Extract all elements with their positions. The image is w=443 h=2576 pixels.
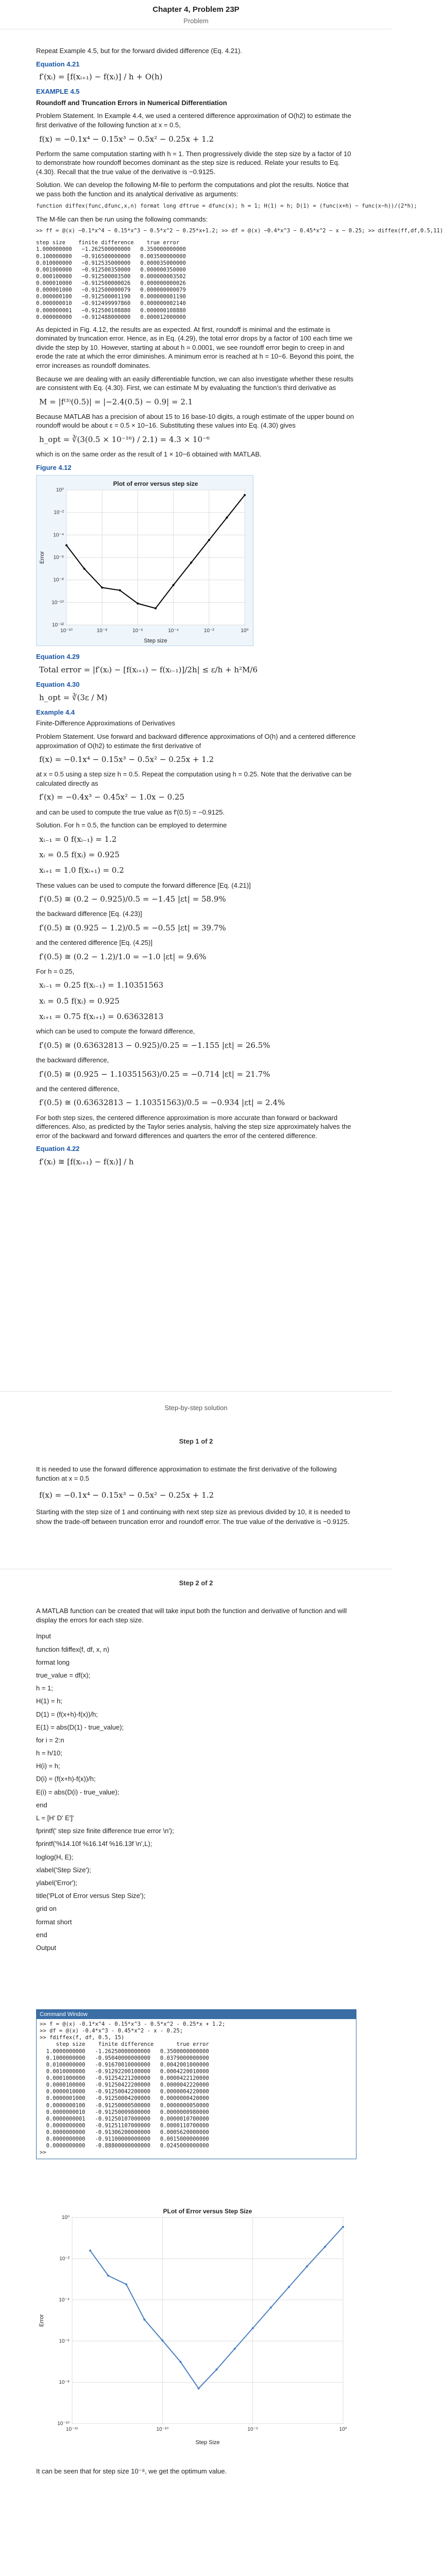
y-tick-label: 10⁻⁸ [59, 2380, 70, 2385]
function-formula: f(x) = −0.1x⁴ − 0.15x³ − 0.5x² − 0.25x + 1.2 [39, 1490, 214, 1500]
plot-area [72, 2217, 343, 2424]
paragraph: These values can be used to compute the forward difference [Eq. (4.21)] [36, 881, 251, 889]
paragraph: and can be used to compute the true value as f′(0.5) = −0.9125. [36, 808, 225, 816]
x-tick-label: 10⁻² [203, 628, 214, 634]
code-line: true_value = df(x); [36, 1671, 91, 1679]
problem-intro: Repeat Example 4.5, but for the forward divided difference (Eq. 4.21). [36, 47, 243, 55]
x-axis-label: Step Size [195, 2439, 220, 2446]
m-equation: M = |f⁽³⁾(0.5)| = |−2.4(0.5) − 0.9| = 2.1 [39, 397, 193, 406]
x-tick-label: 10⁰ [339, 2427, 347, 2432]
x-tick-label: 10⁻¹⁵ [66, 2427, 78, 2432]
function-formula: f(x) = −0.1x⁴ − 0.15x³ − 0.5x² − 0.25x + 1.2 [39, 755, 214, 765]
code-line: h = 1; [36, 1684, 53, 1692]
data-point [244, 494, 246, 496]
code-line: D(i) = (f(x+h)-f(x))/h; [36, 1775, 96, 1783]
output-line: 0.0000000000 -0.91251107000000 0.0000110700000 [40, 2122, 209, 2129]
table-row: 0.001000000 −0.912500350000 0.000000350000 [36, 266, 186, 273]
conclusion-text: It can be seen that for step size 10⁻⁸, we get the optimum value. [36, 2467, 227, 2475]
data-point [190, 562, 192, 564]
y-tick-label: 10⁻¹⁰ [52, 600, 64, 606]
paragraph: For h = 0.25, [36, 967, 75, 975]
table-row: 0.000000010 −0.912499997860 0.000000002140 [36, 300, 186, 307]
output-line: 0.0000000100 -0.91250000500000 0.0000000050000 [40, 2102, 209, 2109]
paragraph: which is on the same order as the result of 1 × 10−6 obtained with MATLAB. [36, 450, 262, 459]
data-point [107, 2275, 109, 2277]
x-tick-label: 10⁻⁶ [132, 628, 143, 634]
code-line: xlabel('Step Size'); [36, 1866, 91, 1874]
value-line: xᵢ = 0.5 f(xᵢ) = 0.925 [39, 996, 120, 1006]
code-line: grid on [36, 1905, 57, 1913]
page-header [0, 0, 392, 29]
data-point [252, 2327, 254, 2329]
value-line: xᵢ₋₁ = 0 f(xᵢ₋₁) = 1.2 [39, 834, 117, 844]
code-line: for i = 2:n [36, 1736, 64, 1744]
x-axis-label: Step size [144, 638, 167, 645]
matlab-plot [36, 2200, 356, 2450]
paragraph: the backward difference, [36, 1056, 109, 1064]
backward-diff: f′(0.5) ≅ (0.925 − 1.2)/0.5 = −0.55 |εt| = 39.7% [39, 923, 226, 933]
example-label: EXAMPLE 4.5 [36, 88, 80, 96]
data-point [137, 603, 139, 605]
x-tick-label: 10⁻¹⁰ [156, 2427, 169, 2432]
table-header: step size finite difference true error [36, 240, 180, 246]
output-line: 0.0000100000 -0.91250422200000 0.0000042220000 [40, 2082, 209, 2089]
table-row: 0.000010000 −0.912500000026 0.000000000026 [36, 280, 186, 287]
chart-title: Plot of error versus step size [113, 480, 198, 488]
error-plot-chart [37, 476, 253, 646]
output-line: 0.1000000000 -0.95040000000000 0.0379000000000 [40, 2055, 209, 2061]
code-line: fprintf('%14.10f %16.14f %16.13f \n',L); [36, 1840, 152, 1848]
y-tick-label: 10⁻² [54, 510, 64, 516]
output-line: >> df = @(x) -0.4*x^3 - 0.45*x^2 - x - 0.25; [40, 2028, 183, 2035]
results-table [36, 246, 356, 320]
step-label: Step 2 of 2 [179, 1579, 213, 1587]
y-tick-label: 10⁰ [61, 2215, 70, 2221]
equation-label: Equation 4.30 [36, 681, 80, 689]
output-line: step size finite difference true error [40, 2041, 209, 2048]
step-label: Step 1 of 2 [179, 1437, 213, 1445]
table-row: 0.010000000 −0.912535000000 0.000035000000 [36, 260, 186, 266]
paragraph: It is needed to use the forward difference approximation to estimate the first derivative of the following function at x = 0.5 [36, 1465, 337, 1483]
paragraph: at x = 0.5 using a step size h = 0.5. Repeat the computation using h = 0.25. Note that the derivative can be calculated directly as [36, 770, 352, 787]
y-tick-label: 10⁻⁴ [59, 2297, 70, 2303]
hopt-equation: h_opt = ∛(3(0.5 × 10⁻¹⁶) / 2.1) = 4.3 × 10⁻⁶ [39, 434, 210, 444]
data-point [288, 2286, 290, 2288]
command-window-frame [36, 2009, 356, 2159]
y-tick-label: 10⁰ [56, 487, 64, 494]
equation: f′(xᵢ) ≅ [f(xᵢ₊₁) − f(xᵢ)] / h [39, 1157, 134, 1166]
y-tick-label: 10⁻² [59, 2256, 70, 2262]
table-row: 0.000000001 −0.912500108880 0.000000108880 [36, 307, 186, 314]
paragraph: which can be used to compute the forward difference, [36, 1027, 195, 1036]
equation-label: Equation 4.22 [36, 1145, 80, 1153]
code-line: end [36, 1930, 47, 1939]
matlab-error-plot [36, 2200, 355, 2447]
value-line: xᵢ₊₁ = 0.75 f(xᵢ₊₁) = 0.63632813 [39, 1011, 164, 1021]
paragraph: For both step sizes, the centered difference approximation is more accurate than forward or backward differences. Also, as predicted by the Taylor series analysis, halving the step size approximately halves the error of the backward and forward differences and quarters the error of the centered difference. [36, 1113, 351, 1140]
command-window [36, 2009, 356, 2159]
table-row: 1.000000000 −1.262500000000 0.350000000000 [36, 246, 186, 253]
data-point [324, 2246, 326, 2248]
code-line: format long [36, 1658, 70, 1666]
equation-label: Equation 4.21 [36, 60, 80, 68]
y-axis-label: Error [39, 551, 45, 564]
centered-diff: f′(0.5) ≅ (0.63632813 − 1.10351563)/0.5 = −0.934 |εt| = 2.4% [39, 1098, 285, 1108]
data-point [198, 2387, 200, 2389]
question-content [36, 46, 443, 1376]
divider [0, 1391, 392, 1392]
output-line: 1.0000000000 -1.26250000000000 0.3500000000000 [40, 2048, 209, 2055]
code-line: function fdiffex(f, df, x, n) [36, 1645, 110, 1653]
output-line: 0.0000001000 -0.91250004200000 0.0000000420000 [40, 2095, 209, 2102]
centered-diff: f′(0.5) ≅ (0.2 − 1.2)/1.0 = −1.0 |εt| = 9.6% [39, 952, 207, 961]
x-tick-label: 10⁻¹⁰ [60, 628, 73, 634]
code-line: h = h/10; [36, 1749, 62, 1757]
code-line: L = [H' D' E']' [36, 1814, 74, 1822]
y-tick-label: 10⁻⁴ [53, 532, 64, 538]
equation: h_opt = ∛(3ε / M) [39, 692, 108, 702]
paragraph: the backward difference [Eq. (4.23)] [36, 910, 142, 918]
output-line: 0.0000000010 -0.91250009800000 0.0000000980000 [40, 2109, 209, 2115]
paragraph: The M-file can then be run using the following commands: [36, 215, 208, 223]
command-output [37, 2019, 356, 2159]
solution-heading: Step-by-step solution [164, 1404, 228, 1412]
paragraph: Because we are dealing with an easily differentiable function, we can also investigate whether these results are consistent with Eq. (4.30). First, we can estimate M by evaluating the function’s third derivative as [36, 375, 354, 392]
table-row: 0.000000000 −0.912488000000 0.000012000000 [36, 314, 186, 320]
code-block: function diffex(func,dfunc,x,n) format long dftrue = dfunc(x); h = 1; H(1) = h; D(1) = (func(x+h) − func(x−h))/(2*h); [36, 202, 417, 209]
data-point [216, 2368, 218, 2370]
output-line: >> f = @(x) -0.1*x^4 - 0.15*x^3 - 0.5*x^2 - 0.25*x + 1.2; [40, 2021, 226, 2027]
paragraph: As depicted in Fig. 4.12, the results are as expected. At first, roundoff is minimal and the estimate is dominated by truncation error. Hence, as in Eq. (4.29), the total error drops by a factor of 100 each time we divide the step by 10. However, starting at about h = 0.0001, we see roundoff error begin to creep in and erode the rate at which the error diminishes. A minimum error is reached at h = 10−6. Beyond this point, the error increases as roundoff dominates. [36, 325, 354, 369]
equation: f′(xᵢ) = [f(xᵢ₊₁) − f(xᵢ)] / h + O(h) [39, 72, 163, 82]
code-line: loglog(H, E); [36, 1853, 74, 1861]
problem-statement: Problem Statement. In Example 4.4, we used a centered difference approximation of O(h2) to estimate the first derivative of the following function at x = 0.5, [36, 112, 351, 129]
forward-diff: f′(0.5) ≅ (0.2 − 0.925)/0.5 = −1.45 |εt| = 58.9% [39, 894, 226, 904]
step-1 [36, 1458, 356, 1533]
paragraph: Because MATLAB has a precision of about 15 to 16 base-10 digits, a rough estimate of the upper bound on roundoff would be about ε = 0.5 × 10−16. Substituting these values into Eq. (4.30) gives [36, 412, 354, 430]
forward-diff: f′(0.5) ≅ (0.63632813 − 0.925)/0.25 = −1.155 |εt| = 26.5% [39, 1040, 270, 1050]
paragraph: A MATLAB function can be created that will take input both the function and derivative of function and will display the errors for each step size. [36, 1607, 347, 1624]
output-line: 0.0000000000 -0.88800000000000 0.0245000000000 [40, 2143, 209, 2149]
code-line: H(1) = h; [36, 1697, 62, 1705]
output-line: 0.0000000001 -0.91250107000000 0.0000010700000 [40, 2115, 209, 2122]
code-line: E(i) = abs(D(i) - true_value); [36, 1788, 120, 1796]
paragraph: and the centered difference, [36, 1084, 120, 1093]
paragraph: Starting with the step size of 1 and continuing with next step size as previous divided by 10, it is needed to show the trade-off between truncation error and roundoff error. The true value of the derivative is −0.9125. [36, 1508, 350, 1526]
code-line: fprintf(' step size finite difference true error \n'); [36, 1827, 174, 1835]
paragraph: Perform the same computation starting with h = 1. Then progressively divide the step size by a factor of 10 to demonstrate how roundoff becomes dominant as the step size is reduced. Relate your results to Eq. (4.30). Recall that the true value of the derivative is −0.9125. [36, 149, 351, 176]
function-formula: f(x) = −0.1x⁴ − 0.15x³ − 0.5x² − 0.25x + 1.2 [39, 134, 214, 144]
figure-4-12 [36, 475, 253, 646]
paragraph: and the centered difference [Eq. (4.25)] [36, 939, 152, 947]
example-title: Finite-Difference Approximations of Derivatives [36, 719, 175, 727]
x-tick-label: 10⁰ [241, 628, 249, 634]
value-line: xᵢ₋₁ = 0.25 f(xᵢ₋₁) = 1.10351563 [39, 980, 164, 990]
x-tick-label: 10⁻⁸ [96, 628, 108, 634]
data-point [226, 517, 228, 519]
output-line: >> [40, 2149, 46, 2156]
data-point [155, 607, 157, 609]
data-point [65, 545, 67, 547]
output-line: 0.0100000000 -0.91670010000000 0.0042001000000 [40, 2061, 209, 2068]
code-listing [36, 1632, 356, 1953]
chart-title: PLot of Error versus Step Size [163, 2208, 252, 2215]
step-2 [36, 1600, 356, 1956]
output-line: 0.0000010000 -0.91250042200000 0.0000004220000 [40, 2089, 209, 2095]
example-label: Example 4.4 [36, 708, 75, 716]
code-line: title('PLot of Error versus Step Size'); [36, 1892, 146, 1900]
conclusion [36, 2460, 356, 2483]
paragraph: Solution. For h = 0.5, the function can be employed to determine [36, 821, 227, 829]
data-point [161, 2340, 163, 2342]
y-tick-label: 10⁻¹² [52, 622, 64, 629]
page-title: Chapter 4, Problem 23P [152, 5, 240, 14]
data-point [306, 2265, 308, 2267]
table-row: 0.000001000 −0.912500000079 0.000000000079 [36, 287, 186, 294]
paragraph: Problem Statement. Use forward and backward difference approximations of O(h) and a centered difference approximation of O(h2) to estimate the first derivative of [36, 733, 356, 750]
output-line: 0.0010000000 -0.91292200100000 0.0004220010000 [40, 2068, 209, 2075]
table-row: 0.000100000 −0.912500003500 0.000000003502 [36, 273, 186, 280]
data-point [143, 2318, 145, 2320]
code-line: E(1) = abs(D(1) - true_value); [36, 1723, 124, 1731]
code-block: >> ff = @(x) −0.1*x^4 − 0.15*x^3 − 0.5*x^2 − 0.25*x+1.2; >> df = @(x) −0.4*x^3 − 0.45*x^2 − x − 0.25; >> diffex(ff,df,0.5,11) [36, 228, 443, 234]
data-point [83, 568, 86, 570]
table-row: 0.000000100 −0.912500001190 0.000000001190 [36, 294, 186, 300]
code-line: end [36, 1801, 47, 1809]
x-tick-label: 10⁻⁴ [168, 628, 179, 634]
code-line: format short [36, 1918, 72, 1926]
output-line: 0.0000000000 -0.91306200000000 0.0005620000000 [40, 2129, 209, 2136]
x-tick-label: 10⁻⁵ [247, 2427, 258, 2432]
backward-diff: f′(0.5) ≅ (0.925 − 1.10351563)/0.25 = −0.714 |εt| = 21.7% [39, 1069, 270, 1079]
command-window-title: Command Window [37, 2010, 356, 2019]
figure-label: Figure 4.12 [36, 463, 72, 471]
page-subtitle: Problem [183, 17, 209, 25]
equation: Total error = |f′(xᵢ) − [f(xᵢ₊₁) − f(xᵢ₋₁)]/2h| ≤ ε/h + h²M/6 [39, 665, 258, 674]
data-point [89, 2249, 91, 2251]
table-row: 0.100000000 −0.916500000000 0.003500000000 [36, 253, 186, 260]
code-line: H(i) = h; [36, 1762, 60, 1770]
data-point [125, 2283, 127, 2285]
code-line: Input [36, 1632, 51, 1640]
data-point [208, 539, 210, 541]
output-line: 0.0000000000 -0.91100000000000 0.0015000000000 [40, 2136, 209, 2143]
data-point [179, 2361, 181, 2363]
y-tick-label: 10⁻⁶ [59, 2338, 70, 2344]
output-line: >> fdiffex(f, df, 0.5, 15) [40, 2035, 125, 2041]
paragraph: Solution. We can develop the following M-file to perform the computations and plot the results. Notice that we pass both the function and its analytical derivative as arguments: [36, 181, 349, 198]
y-tick-label: 10⁻⁸ [53, 577, 64, 583]
output-line: 0.0001000000 -0.91254221200000 0.0000422120000 [40, 2075, 209, 2081]
data-point [173, 584, 175, 586]
data-point [342, 2226, 344, 2228]
code-line: D(1) = (f(x+h)-f(x))/h; [36, 1710, 98, 1718]
example-title: Roundoff and Truncation Errors in Numerical Differentiation [36, 98, 227, 107]
equation-label: Equation 4.29 [36, 653, 80, 661]
y-tick-label: 10⁻¹⁰ [57, 2421, 70, 2427]
code-line: Output [36, 1943, 57, 1952]
code-line: ylabel('Error'); [36, 1878, 78, 1887]
data-point [234, 2348, 236, 2350]
y-axis-label: Error [39, 2314, 45, 2327]
derivative-formula: f′(x) = −0.4x³ − 0.45x² − 1.0x − 0.25 [39, 792, 185, 802]
data-point [119, 589, 121, 591]
value-line: xᵢ = 0.5 f(xᵢ) = 0.925 [39, 850, 120, 860]
data-point [270, 2307, 272, 2309]
value-line: xᵢ₊₁ = 1.0 f(xᵢ₊₁) = 0.2 [39, 866, 124, 875]
y-tick-label: 10⁻⁶ [53, 555, 64, 561]
data-point [101, 587, 103, 589]
